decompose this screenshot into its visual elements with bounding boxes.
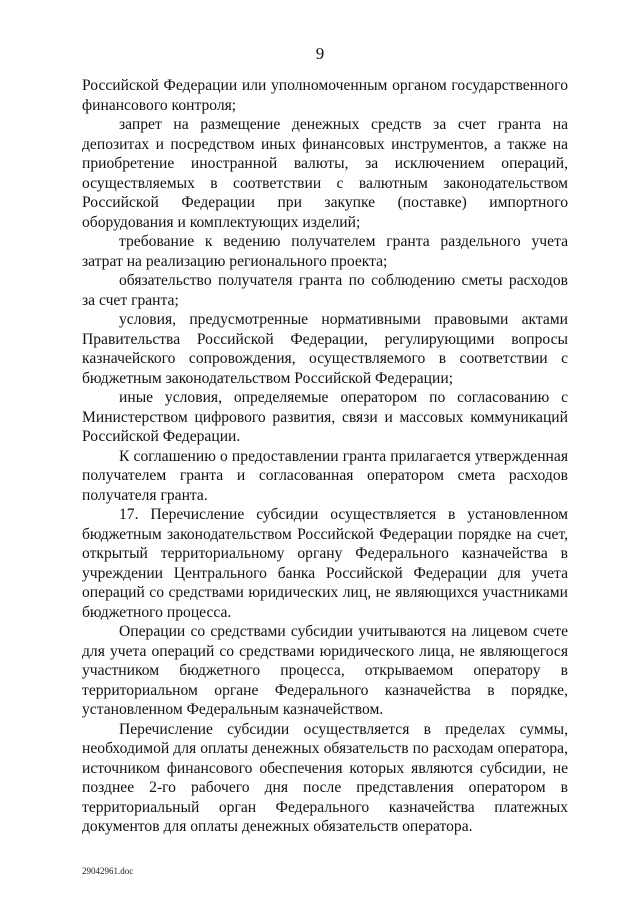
paragraph-treasury-conditions: условия, предусмотренные нормативными правовыми актами Правительства Российской Федерации, регулирующими вопросы казначейского сопровождения, осуществляемого в соответствии с бюджетным законодательством Российской Федерации; [82, 311, 568, 387]
paragraph-item-17: 17. Перечисление субсидии осуществляется в установленном бюджетным законодательством Российской Федерации порядке на счет, открытый территориальному органу Федерального казначейства в учреждении Центрального банка Российской Федерации для учета операций со средствами юридических лиц, не являющихся участниками бюджетного процесса. [82, 506, 568, 621]
page-number: 9 [315, 44, 325, 63]
document-file-code: 29042961.doc [82, 866, 134, 876]
paragraph-personal-account: Операции со средствами субсидии учитываются на лицевом счете для учета операций со средствами юридического лица, не являющегося участником бюджетного процесса, открываемом оператору в территориальном органе Федерального казначейства в порядке, установленном Федеральным казначейством. [82, 623, 568, 718]
paragraph-estimate-attachment: К соглашению о предоставлении гранта прилагается утвержденная получателем гранта и согласованная оператором смета расходов получателя гранта. [82, 447, 568, 504]
paragraph-continuation: Российской Федерации или уполномоченным органом государственного финансового контроля; [82, 77, 568, 114]
paragraph-separate-accounting: требование к ведению получателем гранта раздельного учета затрат на реализацию регионального проекта; [82, 233, 568, 270]
document-body [82, 76, 568, 837]
paragraph-other-conditions: иные условия, определяемые оператором по согласованию с Министерством цифрового развития, связи и массовых коммуникаций Российской Федерации. [82, 389, 568, 445]
paragraph-deposit-ban: запрет на размещение денежных средств за счет гранта на депозитах и посредством иных финансовых инструментов, а также на приобретение иностранной валюты, за исключением операций, осуществляемых в соответствии с валютным законодательством Российской Федерации при закупке (поставке) импортного оборудования и комплектующих изделий; [82, 116, 568, 231]
paragraph-transfer-terms: Перечисление субсидии осуществляется в пределах суммы, необходимой для оплаты денежных обязательств по расходам оператора, источником финансового обеспечения которых являются субсидии, не позднее 2-го рабочего дня после представления оператором в территориальный орган Федерального казначейства платежных документов для оплаты денежных обязательств оператора. [82, 720, 568, 835]
paragraph-budget-compliance: обязательство получателя гранта по соблюдению сметы расходов за счет гранта; [82, 272, 568, 309]
